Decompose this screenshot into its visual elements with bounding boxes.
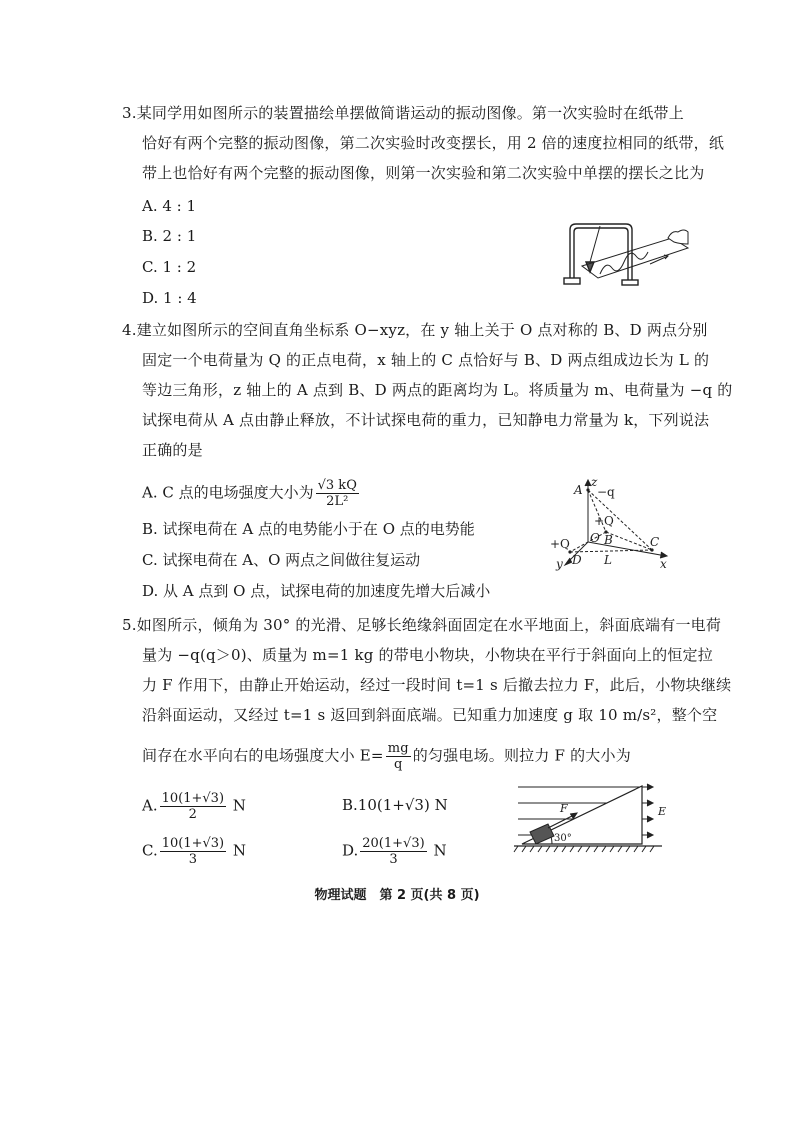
q5-option-b-text: 10(1+√3) N <box>357 796 448 814</box>
q4-option-a-text: A. C 点的电场强度大小为 <box>142 483 314 502</box>
q5-field-numerator: mg <box>387 741 409 756</box>
q4-label-a: A <box>574 483 583 497</box>
q5-option-b-label: B. <box>342 796 358 814</box>
q5-option-d-label: D. <box>342 841 359 860</box>
q4-label-y: y <box>556 557 563 571</box>
q4-label-l: L <box>604 553 612 567</box>
q5-option-d <box>342 836 447 867</box>
q4-option-a-numerator: √3 kQ <box>317 478 357 493</box>
q4-option-b: B. 试探电荷在 A 点的电势能小于在 O 点的电势能 <box>142 520 475 538</box>
q5-line-5-suffix: 的匀强电场。则拉力 F 的大小为 <box>412 746 631 765</box>
q5-option-c-label: C. <box>142 841 158 860</box>
q5-field-denominator: q <box>393 757 403 772</box>
q4-label-plus-q-top: +Q <box>594 514 614 528</box>
q5-option-a-fraction <box>160 791 226 822</box>
q5-option-a <box>142 791 246 822</box>
q5-line-5-prefix: 间存在水平向右的电场强度大小 E= <box>142 746 384 765</box>
q5-label-f: F <box>560 802 568 815</box>
q5-option-c <box>142 836 246 867</box>
q5-option-a-denominator: 2 <box>188 807 197 822</box>
q3-option-d: D. 1 : 4 <box>142 289 197 307</box>
q5-option-c-unit: N <box>232 841 247 860</box>
q4-label-c: C <box>650 535 660 549</box>
q4-coordinate-figure <box>548 476 678 572</box>
q3-option-b: B. 2 : 1 <box>142 227 197 245</box>
q4-label-z: z <box>591 476 598 489</box>
q5-field-fraction <box>386 741 411 772</box>
q5-option-b <box>342 795 448 815</box>
q5-line-3: 力 F 作用下，由静止开始运动，经过一段时间 t=1 s 后撤去拉力 F，此后，小物块继续 <box>142 676 732 694</box>
q4-label-x: x <box>660 557 667 571</box>
q5-label-e: E <box>658 805 667 818</box>
q5-label-angle: 30° <box>554 833 572 844</box>
q3-line-3: 带上也恰好有两个完整的振动图像，则第一次实验和第二次实验中单摆的摆长之比为 <box>142 164 705 182</box>
q4-label-d: D <box>572 553 582 567</box>
q3-line-2: 恰好有两个完整的振动图像，第二次实验时改变摆长，用 2 倍的速度拉相同的纸带，纸 <box>142 134 725 152</box>
q5-option-d-unit: N <box>433 841 447 860</box>
q4-line-2: 固定一个电荷量为 Q 的正点电荷，x 轴上的 C 点恰好与 B、D 两点组成边长为 L 的 <box>142 351 710 369</box>
q4-line-5: 正确的是 <box>142 441 203 459</box>
q3-pendulum-figure <box>560 222 690 286</box>
q4-option-d: D. 从 A 点到 O 点，试探电荷的加速度先增大后减小 <box>142 582 491 600</box>
q4-point-a <box>586 488 589 491</box>
q3-option-a: A. 4 : 1 <box>142 197 197 215</box>
q5-option-c-denominator: 3 <box>188 852 198 867</box>
q3-option-c: C. 1 : 2 <box>142 258 197 276</box>
q5-line-1: 5.如图所示，倾角为 30° 的光滑、足够长绝缘斜面固定在水平地面上，斜面底端有一电荷 <box>122 616 722 634</box>
q4-option-a-fraction <box>316 478 359 509</box>
q3-line-1: 3.某同学用如图所示的装置描绘单摆做简谐运动的振动图像。第一次实验时在纸带上 <box>122 104 684 122</box>
q4-option-a-denominator: 2L² <box>326 494 349 509</box>
q4-label-plus-q-left: +Q <box>550 537 570 551</box>
q5-option-d-denominator: 3 <box>389 852 398 867</box>
q4-line-3: 等边三角形，z 轴上的 A 点到 B、D 两点的距离均为 L。将质量为 m、电荷量为 −q 的 <box>142 381 733 399</box>
q5-option-c-numerator: 10(1+√3) <box>161 836 225 851</box>
q5-option-a-numerator: 10(1+√3) <box>161 791 225 806</box>
q4-option-a <box>142 478 361 509</box>
q5-incline-figure <box>512 782 672 854</box>
q4-label-o: O <box>590 531 600 545</box>
q5-line-5 <box>142 741 631 772</box>
q4-line-4: 试探电荷从 A 点由静止释放，不计试探电荷的重力，已知静电力常量为 k，下列说法 <box>142 411 710 429</box>
q5-option-d-numerator: 20(1+√3) <box>362 836 425 851</box>
q4-label-minus-q: −q <box>597 485 615 499</box>
q4-line-1: 4.建立如图所示的空间直角坐标系 O−xyz，在 y 轴上关于 O 点对称的 B、D 两点分别 <box>122 321 708 339</box>
q5-option-a-unit: N <box>232 796 246 815</box>
q4-option-c: C. 试探电荷在 A、O 两点之间做往复运动 <box>142 551 421 569</box>
q5-option-d-fraction <box>360 836 426 867</box>
page-footer: 物理试题 第 2 页(共 8 页) <box>314 888 480 903</box>
q5-line-2: 量为 −q(q＞0)、质量为 m=1 kg 的带电小物块，小物块在平行于斜面向上的恒定拉 <box>142 646 713 664</box>
q5-line-4: 沿斜面运动，又经过 t=1 s 返回到斜面底端。已知重力加速度 g 取 10 m/s²，整个空 <box>142 706 718 724</box>
q4-label-b: B <box>604 533 613 547</box>
q5-option-a-label: A. <box>142 796 158 815</box>
q5-option-c-fraction <box>160 836 226 867</box>
